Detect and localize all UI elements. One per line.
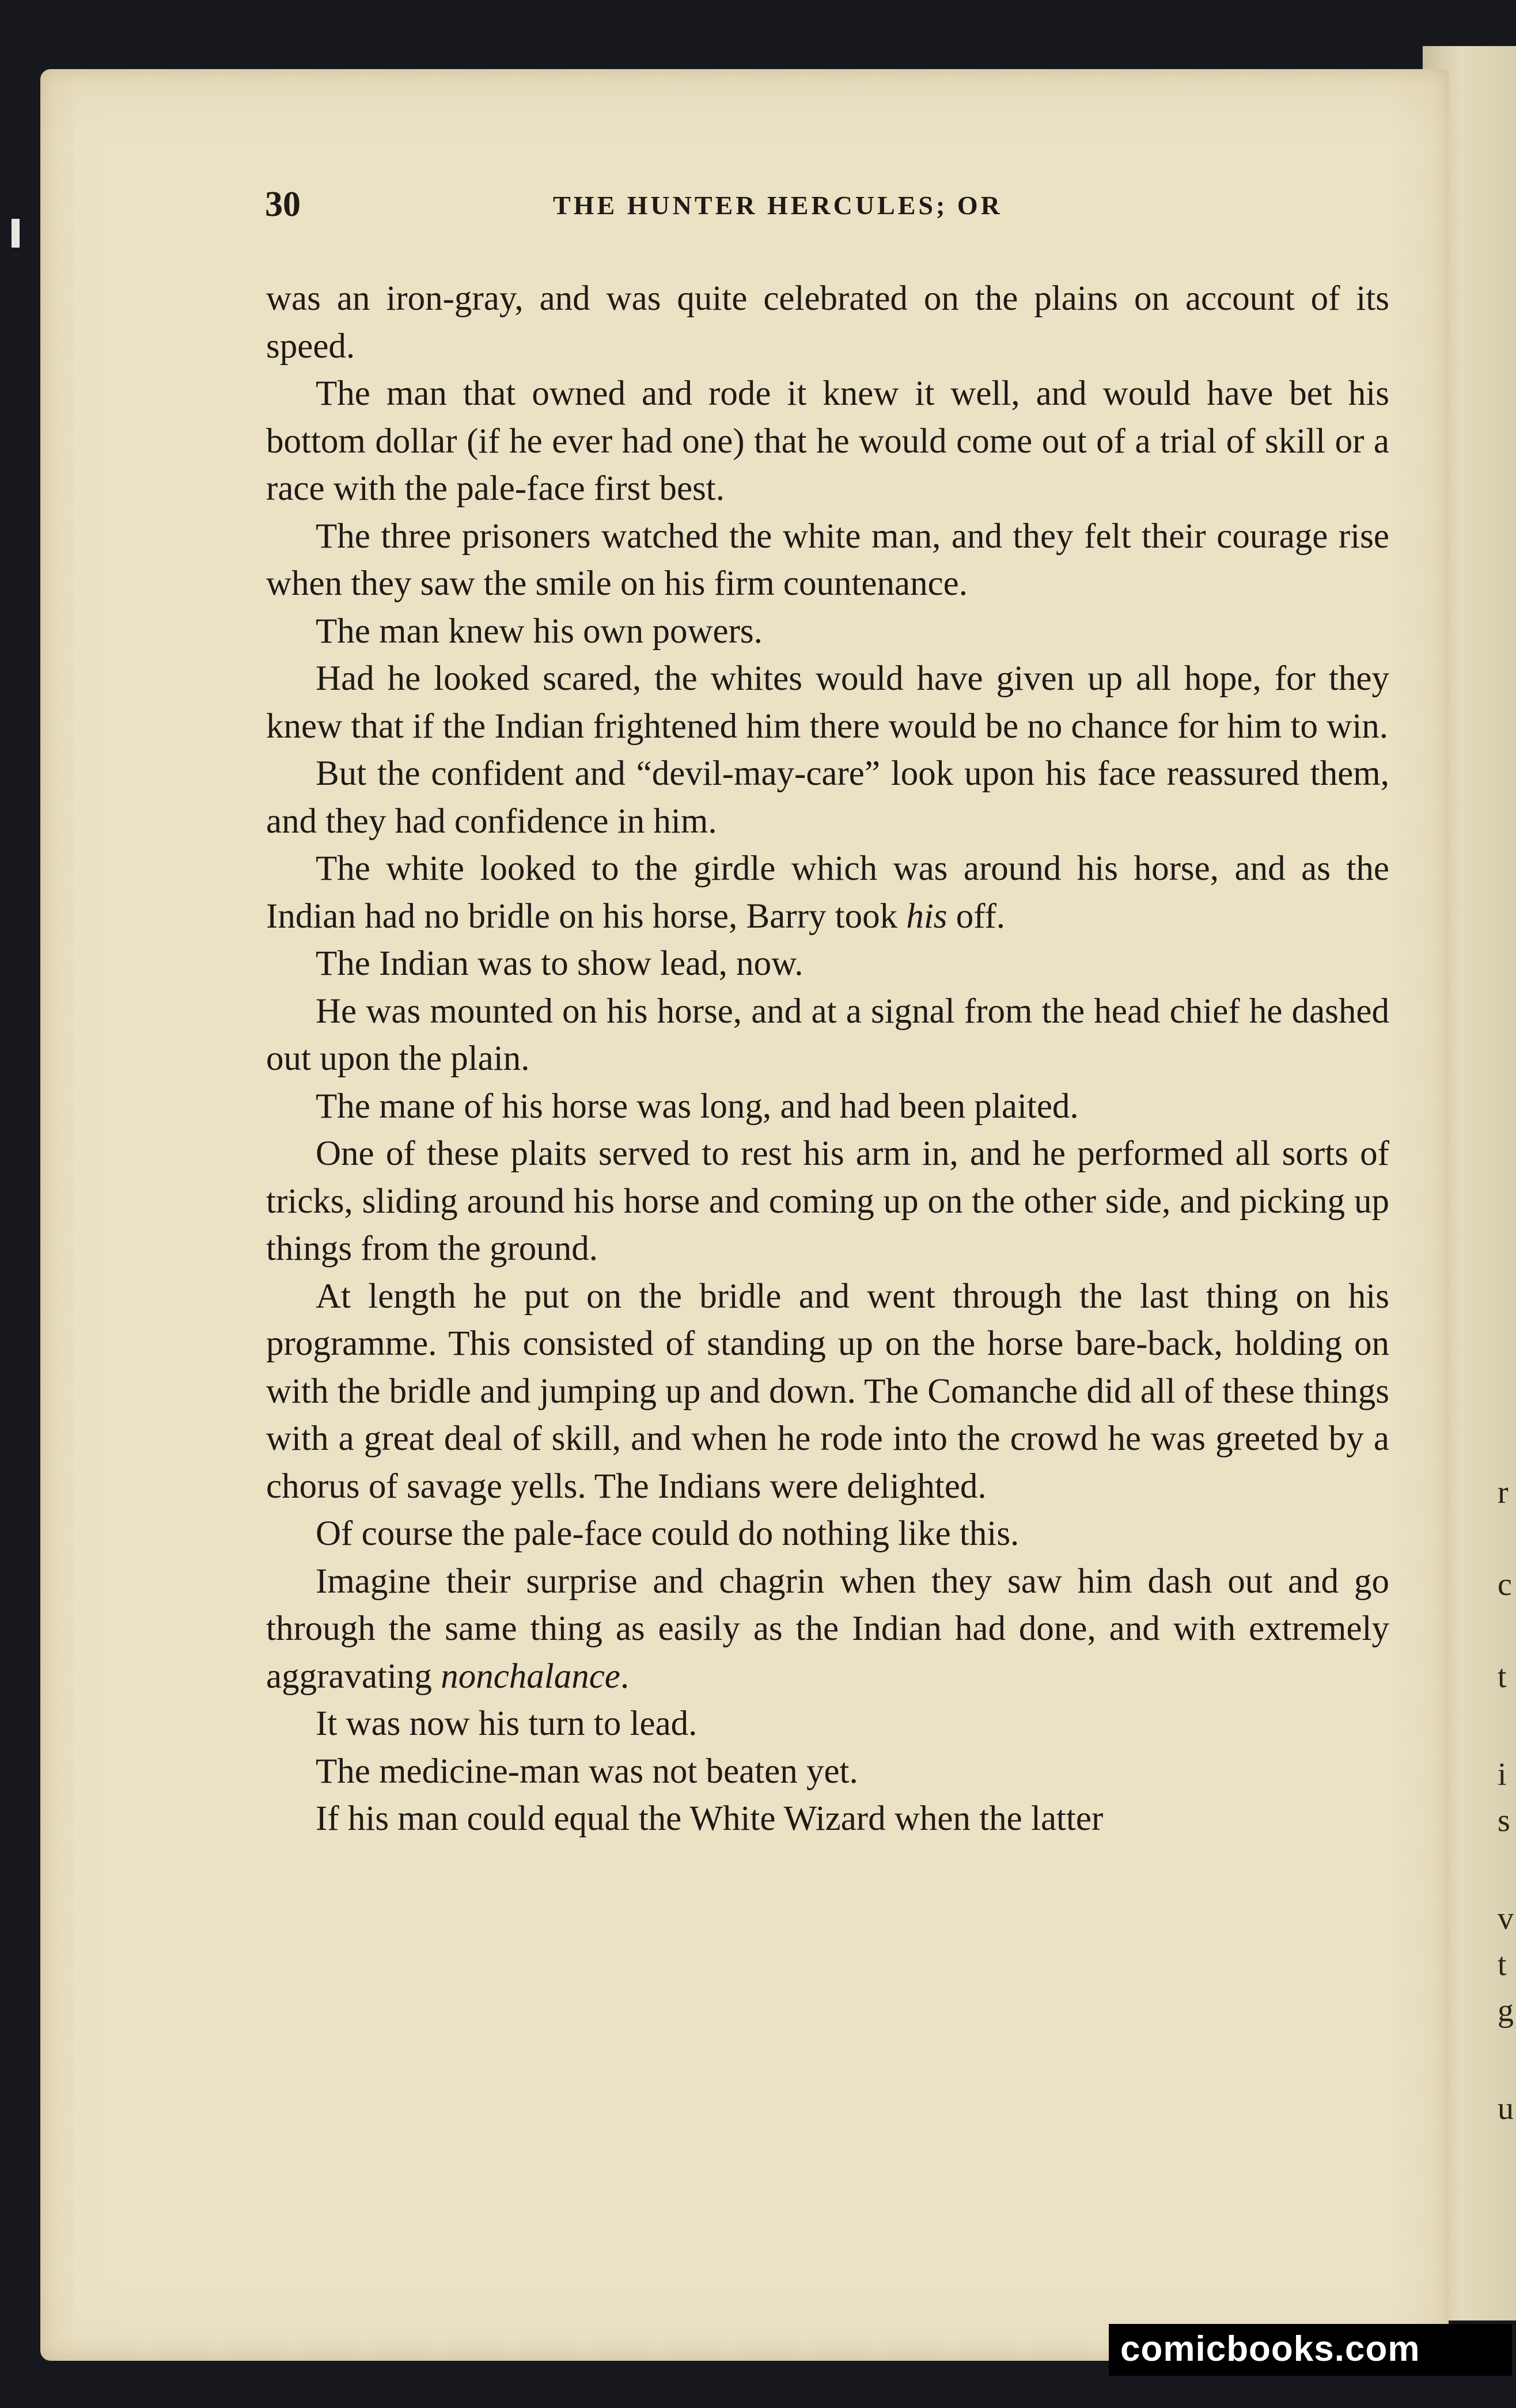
next-page-letter: s — [1498, 1803, 1510, 1839]
next-page-letter: t — [1498, 1947, 1507, 1982]
paragraph — [266, 845, 1389, 940]
next-page-letter: c — [1498, 1567, 1512, 1602]
paragraph: Had he looked scared, the whites would have given up all hope, for they knew that if the Indian frightened him there would be no chance for him to win. — [266, 659, 1389, 746]
paragraph-text: Imagine their surprise and chagrin when they saw him dash out and go through the same thing as easily as the Indian had done, and with extremely aggravating — [266, 1562, 1389, 1696]
next-page-letter: v — [1498, 1901, 1514, 1936]
paragraph: If his man could equal the White Wizard when the latter — [316, 1799, 1104, 1838]
paragraph: The mane of his horse was long, and had been plaited. — [316, 1087, 1079, 1126]
page-number: 30 — [265, 185, 301, 224]
paragraph — [266, 1558, 1389, 1701]
paragraph: The Indian was to show lead, now. — [316, 944, 804, 983]
paragraph: The medicine-man was not beaten yet. — [316, 1752, 858, 1791]
left-edge-mark — [12, 219, 20, 248]
running-head: THE HUNTER HERCULES; OR — [553, 191, 1003, 220]
italic-emphasis: nonchalance — [441, 1657, 620, 1696]
watermark-text: comicbooks.com — [1120, 2329, 1420, 2369]
paragraph-text: off. — [947, 897, 1006, 936]
next-page-letter: u — [1498, 2091, 1514, 2126]
paragraph: It was now his turn to lead. — [316, 1704, 698, 1743]
next-page-letter: r — [1498, 1475, 1509, 1510]
paragraph: He was mounted on his horse, and at a signal from the head chief he dashed out upon the plain. — [266, 992, 1389, 1078]
paragraph: But the confident and “devil-may-care” look upon his face reassured them, and they had confidence in him. — [266, 754, 1389, 841]
paragraph: Of course the pale-face could do nothing like this. — [316, 1514, 1019, 1553]
paragraph-text: The white looked to the girdle which was around his horse, and as the Indian had no bridle on his horse, Barry took — [266, 849, 1389, 936]
next-page-letter: t — [1498, 1659, 1507, 1695]
paragraph: The man knew his own powers. — [316, 612, 763, 651]
paragraph: The man that owned and rode it knew it well, and would have bet his bottom dollar (if he ever had one) that he would come out of a trial of skill or a race with the pale-face first best. — [266, 374, 1389, 508]
body-text — [266, 275, 1389, 1843]
next-page-letter: g — [1498, 1993, 1514, 2029]
paragraph: was an iron-gray, and was quite celebrated on the plains on account of its speed. — [266, 279, 1389, 366]
paragraph: At length he put on the bridle and went through the last thing on his programme. This consisted of standing up on the horse bare-back, holding on with the bridle and jumping up and down. The Comanche did all of these things with a great deal of skill, and when he rode into the crowd he was greeted by a chorus of savage yells. The Indians were delighted. — [266, 1277, 1389, 1506]
next-page-letter: i — [1498, 1757, 1507, 1792]
italic-emphasis: his — [906, 897, 948, 936]
paragraph: One of these plaits served to rest his arm in, and he performed all sorts of tricks, sliding around his horse and coming up on the other side, and picking up things from the ground. — [266, 1134, 1389, 1268]
paragraph: The three prisoners watched the white man, and they felt their courage rise when they saw the smile on his firm countenance. — [266, 516, 1389, 603]
page-header — [265, 184, 1388, 230]
paragraph-text: . — [620, 1657, 630, 1696]
